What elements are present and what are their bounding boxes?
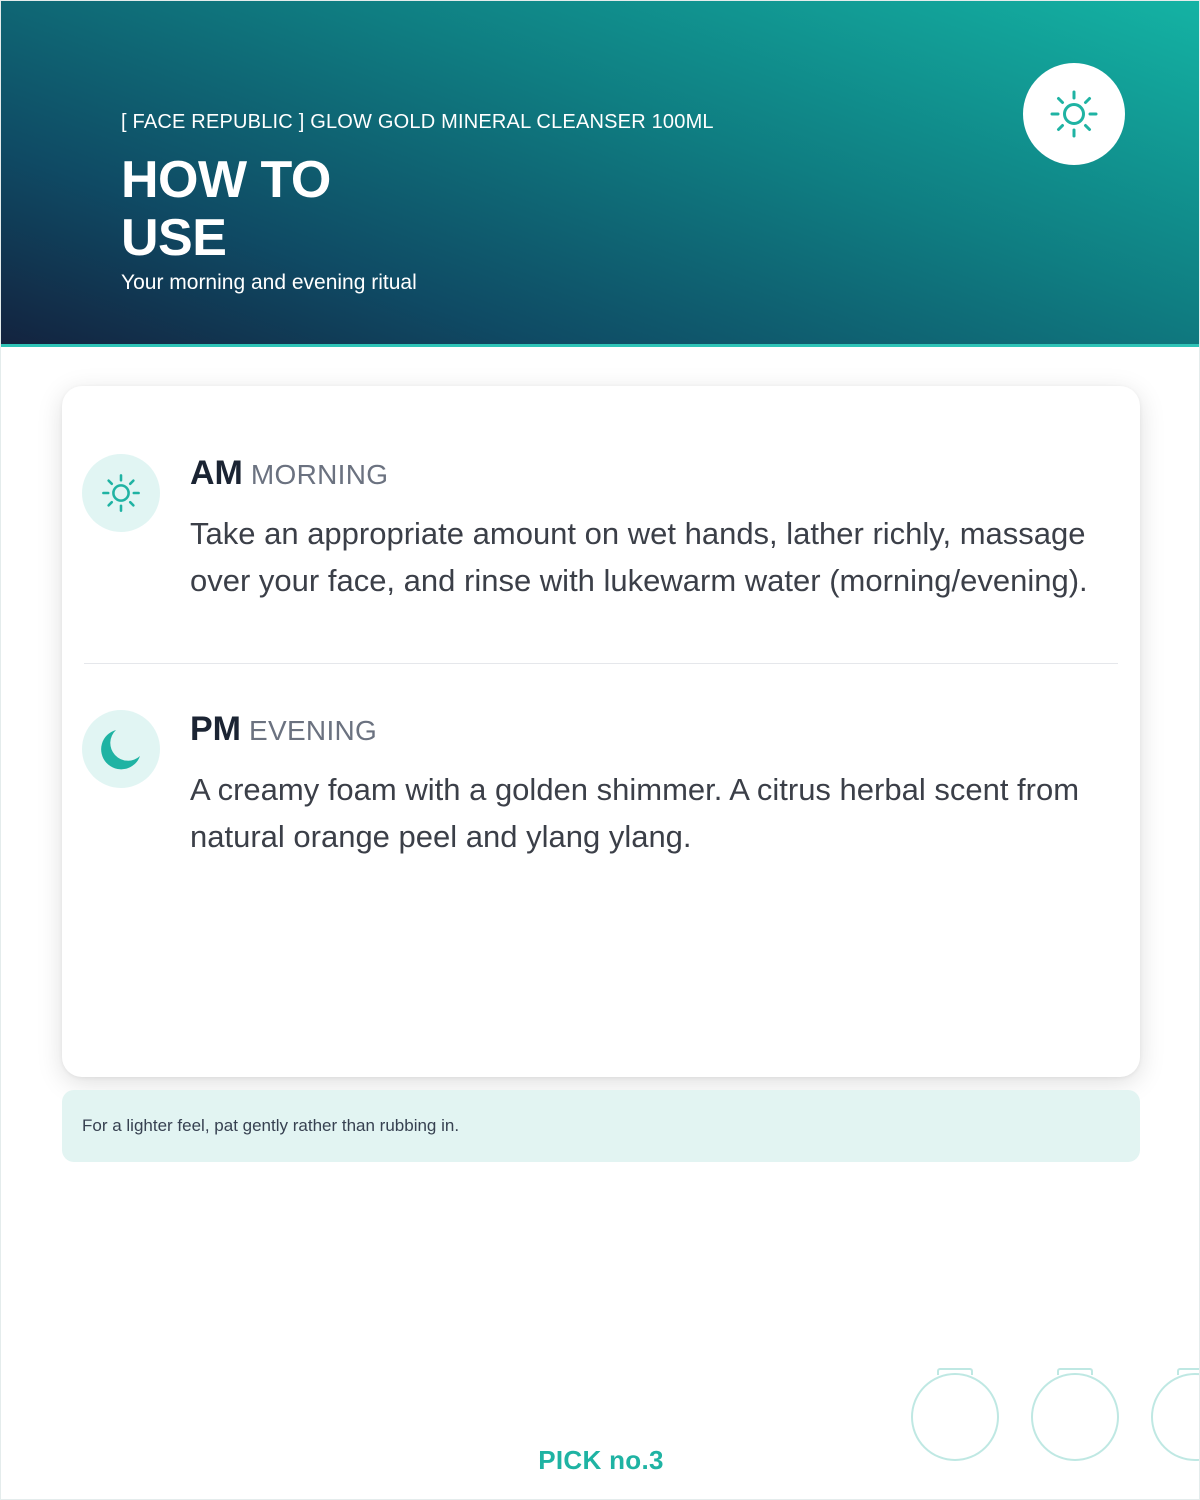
page-subtitle: Your morning and evening ritual bbox=[121, 271, 417, 294]
pm-heading bbox=[190, 710, 377, 749]
routine-card bbox=[62, 386, 1140, 1077]
am-instructions: Take an appropriate amount on wet hands, lather richly, massage over your face, and rinse with lukewarm water (morning/evening). bbox=[190, 516, 1088, 598]
pm-label: EVENING bbox=[249, 715, 378, 746]
sun-icon bbox=[97, 469, 145, 517]
moon-icon bbox=[96, 724, 146, 774]
pm-code: PM bbox=[190, 710, 241, 748]
page-title-line-2: USE bbox=[121, 209, 227, 267]
pick-label: PICK no.3 bbox=[538, 1445, 664, 1475]
page-title bbox=[121, 151, 331, 267]
header-badge bbox=[1023, 63, 1125, 165]
am-icon-circle bbox=[82, 454, 160, 532]
page-title-line-1: HOW TO bbox=[121, 151, 331, 209]
pm-icon-circle bbox=[82, 710, 160, 788]
pm-instructions: A creamy foam with a golden shimmer. A citrus herbal scent from natural orange peel and ylang ylang. bbox=[190, 772, 1080, 854]
am-code: AM bbox=[190, 454, 243, 492]
am-heading bbox=[190, 454, 388, 493]
hero-header bbox=[1, 1, 1200, 347]
tip-note: For a lighter feel, pat gently rather than rubbing in. bbox=[62, 1090, 1140, 1162]
am-label: MORNING bbox=[250, 459, 389, 490]
sun-icon bbox=[1044, 84, 1104, 144]
section-divider bbox=[84, 663, 1118, 664]
product-name: [ FACE REPUBLIC ] GLOW GOLD MINERAL CLEANSER 100ML bbox=[121, 111, 714, 133]
